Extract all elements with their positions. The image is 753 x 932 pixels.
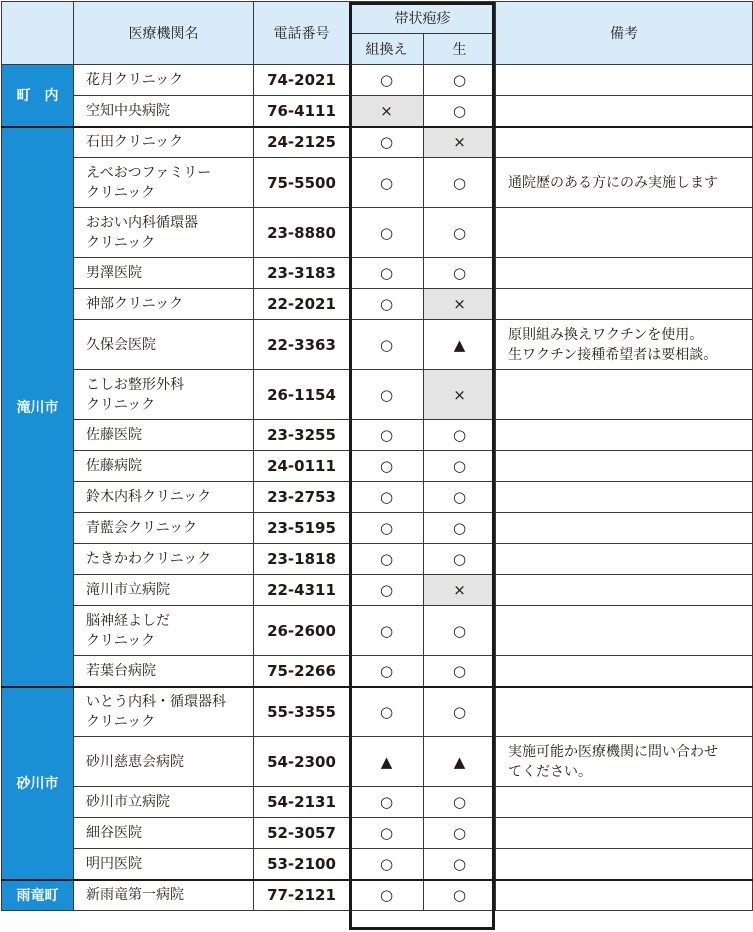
remarks-line: 通院歴のある方にのみ実施します [508,174,718,191]
institution-name [74,513,254,544]
live-availability: ○ [424,818,496,849]
phone-number: 26-1154 [254,370,350,420]
live-availability: ▲ [424,737,496,787]
table-row [2,420,753,451]
institution-name [74,737,254,787]
institution-name-line: クリニック [86,713,156,730]
institution-name-line: 佐藤医院 [86,427,142,443]
recombinant-availability: ○ [350,544,424,575]
remarks [496,420,753,451]
institution-name [74,880,254,911]
institution-name [74,818,254,849]
region-label: 砂川市 [2,687,74,880]
remarks [496,544,753,575]
remarks-line: 実施可能か医療機関に問い合わせ [508,743,718,760]
table-row [2,849,753,880]
institution-name-line: クリニック [86,234,156,251]
institution-name [74,787,254,818]
live-availability: ○ [424,544,496,575]
live-availability: ○ [424,258,496,289]
institution-name [74,656,254,687]
recombinant-availability: ○ [350,656,424,687]
table-row [2,208,753,258]
institution-name-line: 滝川市立病院 [86,582,170,598]
remarks-line: 生ワクチン接種希望者は要相談。 [508,346,718,363]
phone-number: 52-3057 [254,818,350,849]
table-row [2,656,753,687]
live-availability: ○ [424,420,496,451]
live-availability: × [424,289,496,320]
institution-name-line: 男澤医院 [86,265,142,281]
phone-number: 23-2753 [254,482,350,513]
institution-name-line: クリニック [86,184,156,201]
institution-name [74,451,254,482]
live-availability: × [424,127,496,158]
institution-name-line: 砂川慈恵会病院 [86,753,184,770]
live-availability: ○ [424,65,496,96]
recombinant-availability: ○ [350,370,424,420]
phone-number: 55-3355 [254,687,350,737]
remarks [496,818,753,849]
phone-number: 22-4311 [254,575,350,606]
recombinant-availability: ○ [350,482,424,513]
remarks [496,65,753,96]
remarks [496,880,753,911]
remarks [496,208,753,258]
recombinant-availability: ○ [350,849,424,880]
live-availability: × [424,575,496,606]
table-row [2,544,753,575]
institution-name-line: 新雨竜第一病院 [86,887,184,904]
phone-number: 54-2300 [254,737,350,787]
recombinant-availability: ○ [350,606,424,656]
remarks [496,482,753,513]
institution-name-line: クリニック [86,632,156,649]
recombinant-availability: ▲ [350,737,424,787]
region-header-cell [2,2,74,65]
remarks [496,451,753,482]
recombinant-availability: ○ [350,451,424,482]
phone-number: 22-3363 [254,320,350,370]
recombinant-availability: ○ [350,787,424,818]
table-row [2,65,753,96]
remarks [496,575,753,606]
phone-number: 75-2266 [254,656,350,687]
recombinant-availability: ○ [350,158,424,208]
table-row [2,687,753,737]
live-availability: × [424,370,496,420]
phone-number: 75-5500 [254,158,350,208]
institution-name-line: 鈴木内科クリニック [86,489,212,505]
institution-name [74,65,254,96]
institution-name-line: 脳神経よしだ [86,612,170,629]
recombinant-availability: ○ [350,208,424,258]
institution-name-line: 細谷医院 [86,825,142,841]
remarks [496,849,753,880]
phone-number: 23-1818 [254,544,350,575]
remarks [496,96,753,127]
recombinant-availability: ○ [350,289,424,320]
remarks [496,289,753,320]
live-availability: ○ [424,158,496,208]
institution-name-line: おおい内科循環器 [86,214,198,231]
region-label: 雨竜町 [2,880,74,911]
remarks [496,787,753,818]
table-row [2,451,753,482]
institution-name [74,849,254,880]
institution-name-line: こしお整形外科 [86,376,184,393]
recombinant-availability: ○ [350,320,424,370]
table-row [2,320,753,370]
institution-name [74,96,254,127]
remarks [496,370,753,420]
table-row [2,818,753,849]
recombinant-availability: ○ [350,65,424,96]
remarks [496,656,753,687]
phone-number: 24-2125 [254,127,350,158]
live-availability: ○ [424,880,496,911]
institution-name [74,320,254,370]
phone-number: 24-0111 [254,451,350,482]
phone-number: 26-2600 [254,606,350,656]
live-availability: ○ [424,208,496,258]
phone-number: 22-2021 [254,289,350,320]
recombinant-availability: ○ [350,258,424,289]
phone-number: 23-3183 [254,258,350,289]
live-availability: ▲ [424,320,496,370]
recombinant-availability: ○ [350,513,424,544]
live-availability: ○ [424,656,496,687]
remarks [496,158,753,208]
phone-header: 電話番号 [254,2,350,65]
table-row [2,513,753,544]
live-availability: ○ [424,513,496,544]
table-row [2,158,753,208]
recombinant-header: 組換え [350,34,424,65]
recombinant-availability: ○ [350,420,424,451]
table-row [2,606,753,656]
phone-number: 54-2131 [254,787,350,818]
live-availability: ○ [424,606,496,656]
table-row [2,787,753,818]
recombinant-availability: ○ [350,127,424,158]
remarks [496,513,753,544]
table-row [2,96,753,127]
table-row [2,737,753,787]
live-header: 生 [424,34,496,65]
table-row [2,127,753,158]
remarks [496,737,753,787]
remarks [496,320,753,370]
phone-number: 23-3255 [254,420,350,451]
recombinant-availability: ○ [350,575,424,606]
institution-name [74,158,254,208]
table-row [2,370,753,420]
institution-name-line: 久保会医院 [86,336,156,353]
live-availability: ○ [424,482,496,513]
live-availability: ○ [424,96,496,127]
remarks [496,606,753,656]
institution-name [74,208,254,258]
remarks-line: てください。 [508,763,592,780]
institution-name [74,127,254,158]
institution-name [74,289,254,320]
remarks [496,258,753,289]
institution-name-line: 空知中央病院 [86,102,170,119]
region-label: 滝川市 [2,127,74,687]
institution-name [74,420,254,451]
institution-name [74,482,254,513]
live-availability: ○ [424,849,496,880]
recombinant-availability: ○ [350,880,424,911]
institution-name [74,575,254,606]
live-availability: ○ [424,687,496,737]
institution-name [74,544,254,575]
institution-name-line: 若葉台病院 [86,662,156,679]
institution-name-line: たきかわクリニック [86,551,212,567]
recombinant-availability: ○ [350,687,424,737]
institution-name-line: 石田クリニック [86,134,184,151]
institution-name [74,258,254,289]
institution-name-line: 花月クリニック [86,72,184,88]
live-availability: ○ [424,787,496,818]
remarks-header: 備考 [496,2,753,65]
institution-name-line: えべおつファミリー [86,164,212,181]
phone-number: 77-2121 [254,880,350,911]
remarks-line: 原則組み換えワクチンを使用。 [508,326,704,343]
institution-name-line: 佐藤病院 [86,458,142,474]
region-label: 町 内 [2,65,74,127]
phone-number: 23-8880 [254,208,350,258]
remarks [496,127,753,158]
table-row [2,258,753,289]
shingles-group-header: 帯状疱疹 [350,2,496,34]
phone-number: 53-2100 [254,849,350,880]
institution-name-line: 明円医院 [86,855,142,872]
institution-name-line: 神部クリニック [86,296,184,312]
table-row [2,575,753,606]
remarks [496,687,753,737]
institution-name [74,687,254,737]
vaccination-institution-table [1,1,753,911]
institution-name-line: 青藍会クリニック [86,520,198,536]
institution-header: 医療機関名 [74,2,254,65]
table-row [2,880,753,911]
recombinant-availability: × [350,96,424,127]
phone-number: 74-2021 [254,65,350,96]
recombinant-availability: ○ [350,818,424,849]
table-body [2,65,753,911]
table-row [2,289,753,320]
phone-number: 23-5195 [254,513,350,544]
phone-number: 76-4111 [254,96,350,127]
table-row [2,482,753,513]
institution-name-line: クリニック [86,396,156,413]
live-availability: ○ [424,451,496,482]
institution-name-line: いとう内科・循環器科 [86,693,226,710]
institution-name-line: 砂川市立病院 [86,794,170,810]
institution-name [74,606,254,656]
institution-name [74,370,254,420]
